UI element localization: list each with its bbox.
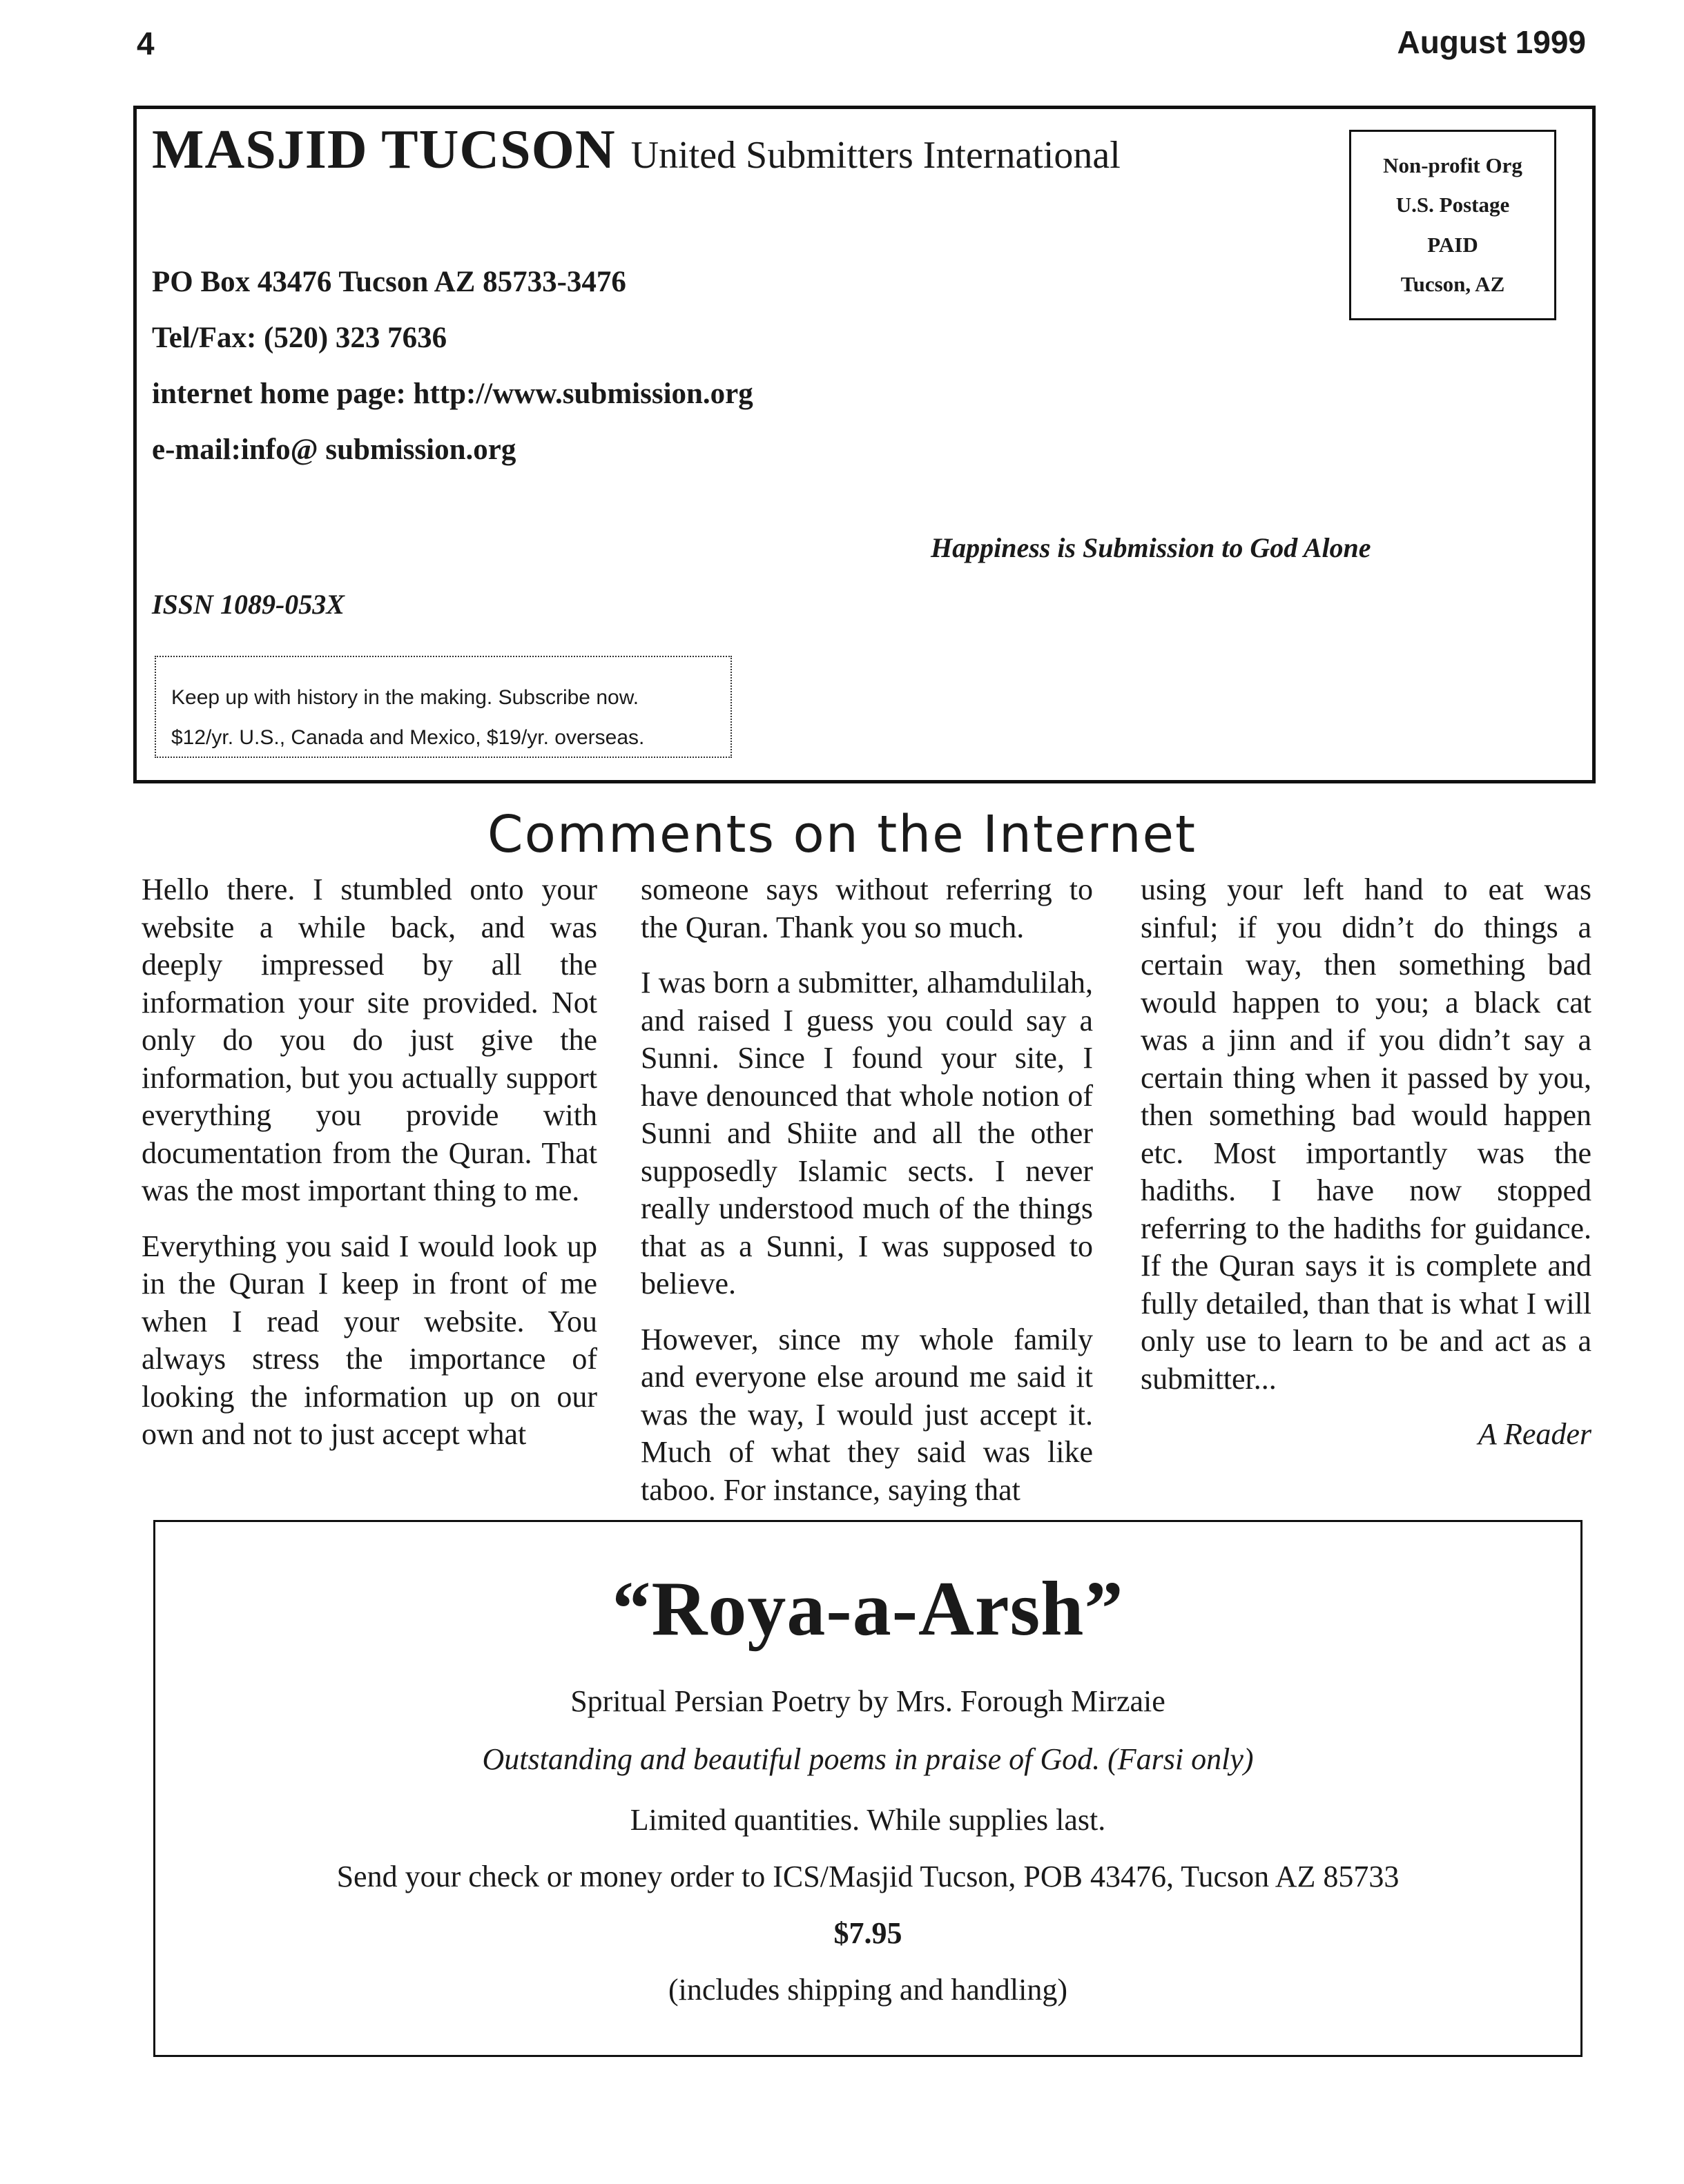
- subscribe-line-1: Keep up with history in the making. Subscribe now.: [171, 686, 639, 709]
- page-number: 4: [137, 26, 155, 61]
- slogan: Happiness is Submission to God Alone: [931, 532, 1371, 563]
- issn: ISSN 1089-053X: [152, 589, 345, 620]
- postage-line-1: Non-profit Org: [1383, 153, 1522, 178]
- subscribe-line-2: $12/yr. U.S., Canada and Mexico, $19/yr. overseas.: [171, 726, 645, 749]
- article-paragraph: using your left hand to eat was sinful; if you didn’t do things a certain way, then something bad would happen to you; a black cat was a jinn and if you didn’t say a certain thing when it passed by you, then something bad would happen etc. Most importantly was the hadiths. I have now stopped referring to the hadiths for guidance. If the Quran says it is complete and fully detailed, than that is what I will only use to learn to be and act as a submitter...: [1141, 872, 1591, 1396]
- ad-limited-note: Limited quantities. While supplies last.: [630, 1803, 1106, 1837]
- ad-price: $7.95: [833, 1916, 902, 1950]
- issue-date: August 1999: [1397, 24, 1586, 60]
- masthead-name: MASJID TUCSON: [152, 119, 616, 180]
- postage-line-2: U.S. Postage: [1395, 193, 1510, 217]
- ad-title: “Roya-a-Arsh”: [612, 1566, 1124, 1652]
- masthead: [152, 119, 1121, 182]
- article-column-2: [641, 871, 1093, 1527]
- email-link[interactable]: e-mail:info@ submission.org: [152, 433, 516, 466]
- postage-indicia: [1349, 130, 1556, 320]
- mailing-panel: [133, 106, 1596, 783]
- article-paragraph: someone says without referring to the Quran. Thank you so much.: [641, 872, 1093, 944]
- contact-block: [152, 254, 753, 478]
- ad-description: Outstanding and beautiful poems in praise of God. (Farsi only): [482, 1742, 1254, 1776]
- article-title: Comments on the Internet: [487, 805, 1197, 864]
- ad-order-instructions: Send your check or money order to ICS/Masjid Tucson, POB 43476, Tucson AZ 85733: [336, 1860, 1400, 1893]
- subscribe-box: [155, 656, 732, 758]
- ad-shipping-note: (includes shipping and handling): [668, 1973, 1067, 2007]
- postage-line-3: PAID: [1427, 232, 1478, 257]
- article-column-1: [142, 871, 597, 1472]
- article-paragraph: However, since my whole family and everyone else around me said it was the way, I would just accept it. Much of what they said was like taboo. For instance, saying that: [641, 1322, 1093, 1507]
- ad-subtitle: Spritual Persian Poetry by Mrs. Forough Mirzaie: [570, 1684, 1165, 1718]
- poetry-ad: [153, 1520, 1583, 2057]
- article-signature: A Reader: [1478, 1417, 1591, 1451]
- tel-fax: Tel/Fax: (520) 323 7636: [152, 322, 447, 354]
- article-paragraph: Hello there. I stumbled onto your website a while back, and was deeply impressed by all the information your site provided. Not only do you do just give the information, but you actually support everything you provide with documentation from the Quran. That was the most important thing to me.: [142, 872, 597, 1207]
- postage-line-4: Tucson, AZ: [1400, 271, 1505, 296]
- article-column-3: [1141, 871, 1591, 1454]
- article-paragraph: I was born a submitter, alhamdulilah, and raised I guess you could say a Sunni. Since I found your site, I have denounced that whole notion of Sunni and Shiite and all the other supposedly Islamic sects. I never really understood much of the things that as a Sunni, I was supposed to believe.: [641, 966, 1093, 1300]
- postal-address: PO Box 43476 Tucson AZ 85733-3476: [152, 266, 626, 298]
- homepage-link[interactable]: internet home page: http://www.submission.org: [152, 378, 753, 410]
- article-paragraph: Everything you said I would look up in the Quran I keep in front of me when I read your website. You always stress the importance of looking the information up on our own and not to just accept what: [142, 1229, 597, 1451]
- masthead-organization: United Submitters International: [630, 134, 1121, 177]
